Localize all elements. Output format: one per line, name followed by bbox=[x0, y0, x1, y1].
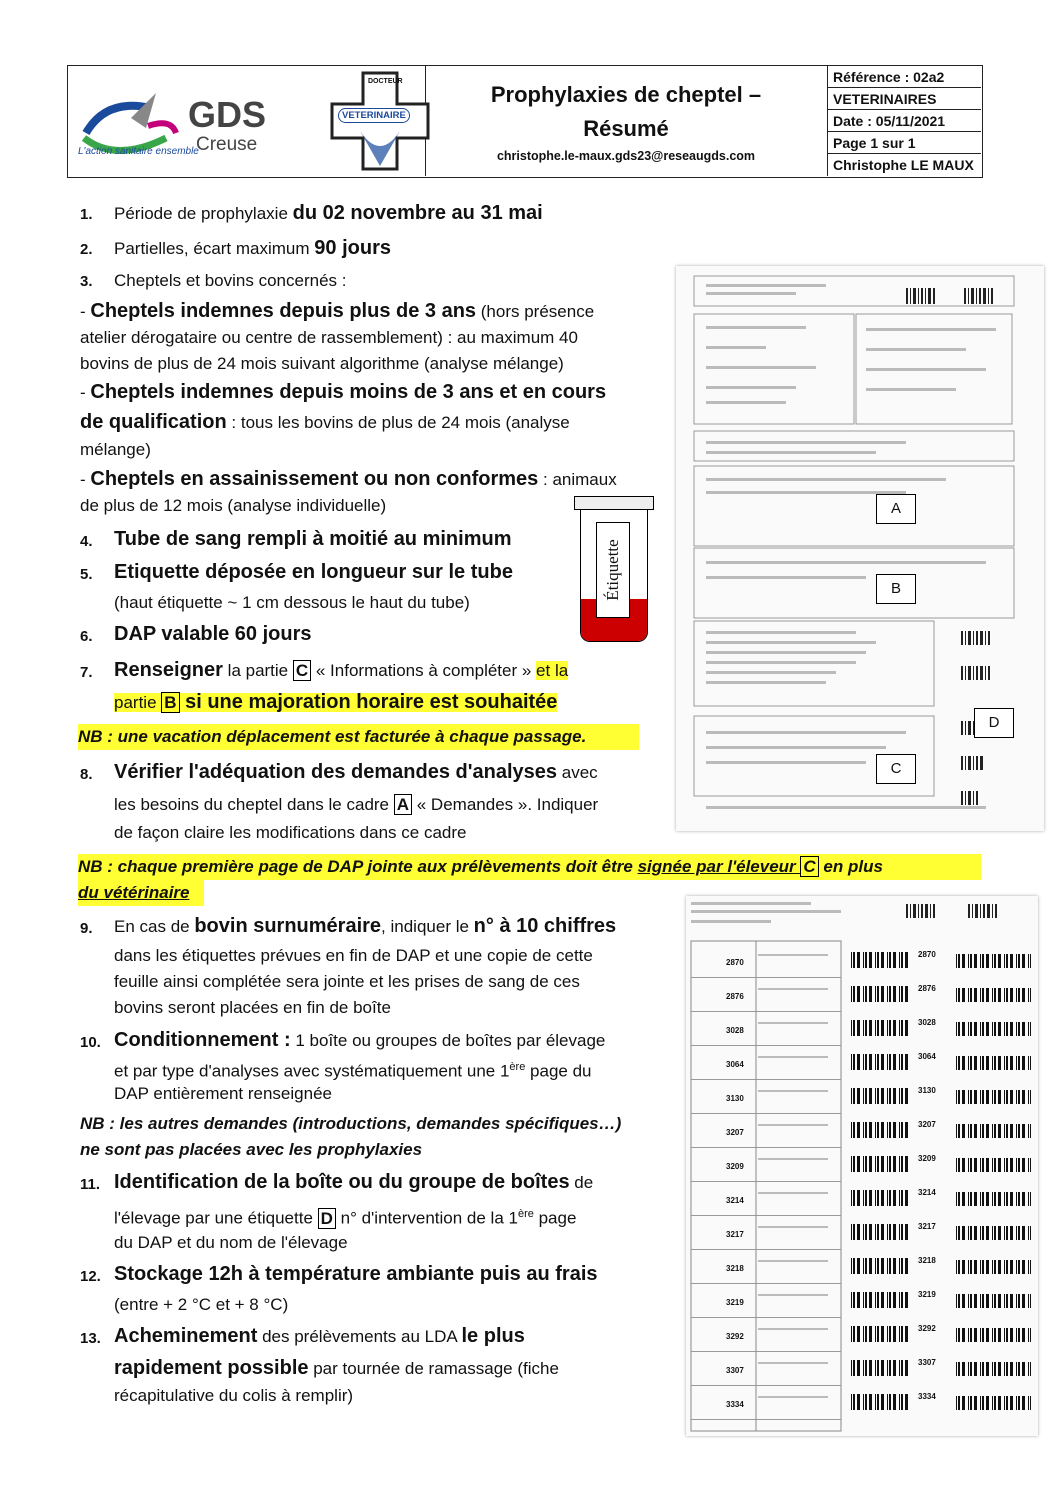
label-row bbox=[686, 1386, 1038, 1420]
gds-tagline: L'action sanitaire ensemble bbox=[78, 146, 199, 157]
label-row bbox=[686, 1046, 1038, 1080]
dap-form-illustration bbox=[676, 266, 1044, 831]
label-row bbox=[686, 1318, 1038, 1352]
item-10: Conditionnement : 1 boîte ou groupes de boîtes par élevage bbox=[114, 1029, 606, 1051]
item-number: 13. bbox=[80, 1330, 101, 1347]
item-12: Stockage 12h à température ambiante puis au frais bbox=[114, 1263, 598, 1285]
item-number: 9. bbox=[80, 920, 93, 937]
form-box-d: D bbox=[974, 708, 1014, 738]
reference-cell bbox=[827, 66, 981, 176]
item-3-line: - Cheptels en assainissement ou non conformes : animaux bbox=[80, 468, 617, 490]
author: Christophe LE MAUX bbox=[833, 157, 974, 173]
item-number: 8. bbox=[80, 766, 93, 783]
label-row bbox=[686, 1284, 1038, 1318]
item-13-line3: récapitulative du colis à remplir) bbox=[114, 1386, 354, 1405]
vet-logo-top: DOCTEUR bbox=[368, 78, 403, 85]
label-number: 3130 bbox=[918, 1086, 936, 1095]
label-number: 2876 bbox=[726, 992, 744, 1001]
item-11-line3: du DAP et du nom de l'élevage bbox=[114, 1233, 348, 1252]
item-12-sub: (entre + 2 °C et + 8 °C) bbox=[114, 1295, 289, 1314]
item-number: 3. bbox=[80, 273, 93, 290]
item-6: DAP valable 60 jours bbox=[114, 623, 312, 645]
label-row bbox=[686, 1250, 1038, 1284]
label-number: 3292 bbox=[726, 1332, 744, 1341]
label-number: 3334 bbox=[918, 1392, 936, 1401]
item-3-line: atelier dérogataire ou centre de rassemblement) : au maximum 40 bbox=[80, 328, 578, 347]
item-5-sub: (haut étiquette ~ 1 cm dessous le haut du tube) bbox=[114, 593, 470, 612]
label-number: 3214 bbox=[726, 1196, 744, 1205]
label-number: 3064 bbox=[726, 1060, 744, 1069]
item-11-line2: l'élevage par une étiquette D n° d'intervention de la 1ère page bbox=[114, 1208, 577, 1228]
item-number: 11. bbox=[80, 1176, 101, 1193]
item-5: Etiquette déposée en longueur sur le tube bbox=[114, 561, 513, 583]
label-row bbox=[686, 1114, 1038, 1148]
label-row bbox=[686, 1216, 1038, 1250]
note-2: NB : chaque première page de DAP jointe aux prélèvements doit être signée par l'éleveur C en plus bbox=[78, 854, 981, 880]
label-number: 2876 bbox=[918, 984, 936, 993]
reference: Référence : 02a2 bbox=[827, 66, 981, 88]
item-number: 2. bbox=[80, 241, 93, 258]
label-number: 3218 bbox=[726, 1264, 744, 1273]
item-8-line2: les besoins du cheptel dans le cadre A « Demandes ». Indiquer bbox=[114, 795, 599, 814]
item-9-line: bovins seront placées en fin de boîte bbox=[114, 998, 391, 1017]
label-number: 3334 bbox=[726, 1400, 744, 1409]
item-number: 12. bbox=[80, 1268, 101, 1285]
logos-cell bbox=[68, 66, 426, 176]
item-7-line2: partie B si une majoration horaire est souhaitée bbox=[114, 691, 558, 713]
label-number: 3292 bbox=[918, 1324, 936, 1333]
note-3-line2: ne sont pas placées avec les prophylaxies bbox=[80, 1140, 423, 1159]
item-8: Vérifier l'adéquation des demandes d'analyses avec bbox=[114, 761, 598, 783]
item-2: Partielles, écart maximum 90 jours bbox=[114, 237, 391, 259]
note-1: NB : une vacation déplacement est facturée à chaque passage. bbox=[78, 724, 639, 750]
item-3-line: - Cheptels indemnes depuis moins de 3 ans et en cours bbox=[80, 381, 607, 403]
item-7: Renseigner la partie C « Informations à compléter » et la bbox=[114, 659, 569, 681]
item-3-line: bovins de plus de 24 mois suivant algorithme (analyse mélange) bbox=[80, 354, 564, 373]
item-13: Acheminement des prélèvements au LDA le plus bbox=[114, 1325, 525, 1347]
label-number: 2870 bbox=[918, 950, 936, 959]
label-number: 3028 bbox=[918, 1018, 936, 1027]
item-9-line: dans les étiquettes prévues en fin de DAP et une copie de cette bbox=[114, 946, 593, 965]
item-number: 4. bbox=[80, 533, 93, 550]
label-row bbox=[686, 1148, 1038, 1182]
gds-org-name: GDS bbox=[188, 94, 267, 135]
label-number: 3219 bbox=[918, 1290, 936, 1299]
label-row bbox=[686, 978, 1038, 1012]
gds-org-region: Creuse bbox=[196, 134, 258, 155]
item-number: 7. bbox=[80, 664, 93, 681]
label-number: 3307 bbox=[726, 1366, 744, 1375]
label-row bbox=[686, 1012, 1038, 1046]
label-number: 3217 bbox=[918, 1222, 936, 1231]
label-row bbox=[686, 1182, 1038, 1216]
document-title-line1: Prophylaxies de cheptel – bbox=[490, 82, 762, 107]
item-9: En cas de bovin surnuméraire, indiquer le n° à 10 chiffres bbox=[114, 915, 617, 937]
label-number: 3214 bbox=[918, 1188, 936, 1197]
item-3-line: de qualification : tous les bovins de plus de 24 mois (analyse bbox=[80, 411, 570, 433]
item-13-line2: rapidement possible par tournée de ramassage (fiche bbox=[114, 1357, 559, 1379]
label-number: 3207 bbox=[918, 1120, 936, 1129]
document-title-line2: Résumé bbox=[583, 116, 669, 141]
label-row bbox=[686, 1352, 1038, 1386]
label-number: 3207 bbox=[726, 1128, 744, 1137]
dap-form-scan bbox=[676, 266, 1044, 831]
form-box-a: A bbox=[876, 494, 916, 524]
form-box-b: B bbox=[876, 574, 916, 604]
label-number: 3217 bbox=[726, 1230, 744, 1239]
item-3-line: mélange) bbox=[80, 440, 151, 459]
item-number: 6. bbox=[80, 628, 93, 645]
item-3-line: - Cheptels indemnes depuis plus de 3 ans (hors présence bbox=[80, 300, 595, 322]
date: Date : 05/11/2021 bbox=[827, 110, 981, 132]
label-row bbox=[686, 1080, 1038, 1114]
label-number: 3209 bbox=[726, 1162, 744, 1171]
item-3-line: de plus de 12 mois (analyse individuelle) bbox=[80, 496, 387, 515]
item-9-line: feuille ainsi complétée sera jointe et les prises de sang de ces bbox=[114, 972, 580, 991]
label-number: 3028 bbox=[726, 1026, 744, 1035]
label-number: 3209 bbox=[918, 1154, 936, 1163]
label-number: 2870 bbox=[726, 958, 744, 967]
note-2-line2: du vétérinaire bbox=[78, 880, 204, 906]
page-number: Page 1 sur 1 bbox=[827, 132, 981, 154]
item-10-line2: et par type d'analyses avec systématiquement une 1ère page du bbox=[114, 1061, 592, 1081]
label-number: 3219 bbox=[726, 1298, 744, 1307]
item-number: 1. bbox=[80, 206, 93, 223]
label-row bbox=[686, 944, 1038, 978]
tube-cap bbox=[574, 496, 654, 510]
item-4: Tube de sang rempli à moitié au minimum bbox=[114, 528, 512, 550]
labels-sheet-illustration bbox=[686, 896, 1038, 1436]
item-1: Période de prophylaxie du 02 novembre au 31 mai bbox=[114, 202, 543, 224]
form-box-c: C bbox=[876, 754, 916, 784]
note-3-line1: NB : les autres demandes (introductions, demandes spécifiques…) bbox=[80, 1114, 622, 1133]
item-8-line3: de façon claire les modifications dans ce cadre bbox=[114, 823, 467, 842]
item-number: 10. bbox=[80, 1034, 101, 1051]
item-number: 5. bbox=[80, 566, 93, 583]
label-number: 3064 bbox=[918, 1052, 936, 1061]
contact-email[interactable]: christophe.le-maux.gds23@reseaugds.com bbox=[496, 149, 756, 163]
label-number: 3218 bbox=[918, 1256, 936, 1265]
audience: VETERINAIRES bbox=[827, 88, 981, 110]
blood-tube-illustration bbox=[574, 496, 654, 646]
label-number: 3307 bbox=[918, 1358, 936, 1367]
item-10-line3: DAP entièrement renseignée bbox=[114, 1084, 332, 1103]
tube-label: Étiquette bbox=[596, 522, 630, 618]
item-3-title: Cheptels et bovins concernés : bbox=[114, 271, 347, 290]
title-cell bbox=[425, 66, 828, 176]
item-11: Identification de la boîte ou du groupe de boîtes de bbox=[114, 1171, 594, 1193]
label-number: 3130 bbox=[726, 1094, 744, 1103]
vet-logo-text: VETERINAIRE bbox=[338, 108, 410, 123]
document-header bbox=[67, 65, 983, 178]
